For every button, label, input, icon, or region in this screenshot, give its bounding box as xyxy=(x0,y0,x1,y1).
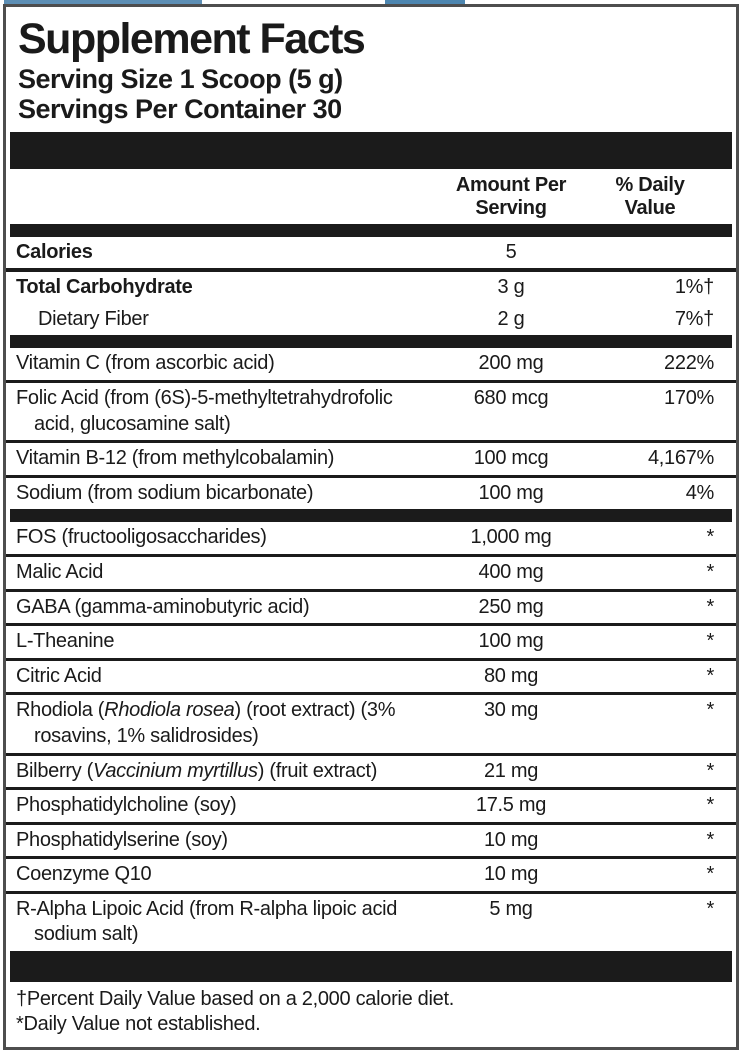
ingredient-row xyxy=(6,692,736,752)
ingredient-row xyxy=(6,589,736,624)
ingredient-daily-value: * xyxy=(706,863,714,886)
ingredient-name: Phosphatidylcholine (soy) xyxy=(16,794,237,817)
footnote-not-established: *Daily Value not established. xyxy=(16,1013,261,1036)
column-header-amount xyxy=(436,174,586,220)
ingredient-row xyxy=(6,891,736,951)
ingredient-name: GABA (gamma-aminobutyric acid) xyxy=(16,595,310,618)
ingredient-row xyxy=(6,787,736,822)
ingredient-row xyxy=(6,237,736,269)
ingredient-daily-value: * xyxy=(706,897,714,920)
ingredient-amount: 21 mg xyxy=(483,759,539,782)
ingredient-name: Coenzyme Q10 xyxy=(16,863,152,886)
servings-per-container: Servings Per Container 30 xyxy=(18,94,342,125)
ingredient-daily-value: * xyxy=(706,630,714,653)
column-header-daily-value xyxy=(586,174,714,220)
ingredient-amount: 2 g xyxy=(497,307,525,330)
ingredient-amount: 250 mg xyxy=(478,595,544,618)
ingredient-amount: 80 mg xyxy=(483,664,539,687)
ingredient-name: Citric Acid xyxy=(16,664,102,687)
footer-divider-bar xyxy=(10,951,732,982)
ingredient-daily-value: * xyxy=(706,828,714,851)
ingredient-row xyxy=(6,475,736,510)
ingredient-amount: 100 mg xyxy=(478,481,544,504)
ingredient-amount: 100 mcg xyxy=(473,447,549,470)
ingredient-row xyxy=(6,268,736,304)
ingredient-name: L-Theanine xyxy=(16,630,115,653)
section-divider-bar xyxy=(10,335,732,348)
ingredient-daily-value: 4% xyxy=(685,481,714,504)
column-header-amount-line1: Amount Per xyxy=(455,173,567,196)
footnote-daily-value: †Percent Daily Value based on a 2,000 calorie diet. xyxy=(16,988,454,1011)
ingredient-amount: 30 mg xyxy=(483,699,539,722)
column-header-dv-line1: % Daily xyxy=(615,173,685,196)
ingredient-name: Vitamin B-12 (from methylcobalamin) xyxy=(16,447,335,470)
ingredient-amount: 100 mg xyxy=(478,630,544,653)
ingredient-amount: 680 mcg xyxy=(473,386,549,409)
ingredient-daily-value: 7%† xyxy=(674,307,714,330)
ingredient-row xyxy=(6,623,736,658)
column-header-amount-line2: Serving xyxy=(475,196,547,219)
ingredient-name: Phosphatidylserine (soy) xyxy=(16,828,228,851)
ingredient-amount: 1,000 mg xyxy=(470,526,552,549)
ingredient-daily-value: 222% xyxy=(664,352,714,375)
ingredient-amount: 5 xyxy=(505,240,517,263)
section-divider-bar xyxy=(10,509,732,522)
ingredient-daily-value: * xyxy=(706,759,714,782)
ingredient-daily-value: * xyxy=(706,560,714,583)
ingredient-amount: 5 mg xyxy=(489,897,533,920)
footnotes xyxy=(6,982,736,1041)
ingredient-daily-value: * xyxy=(706,526,714,549)
ingredient-row xyxy=(6,856,736,891)
ingredient-row xyxy=(6,822,736,857)
ingredient-daily-value: 1%† xyxy=(674,276,714,299)
ingredient-daily-value: * xyxy=(706,794,714,817)
ingredient-daily-value: * xyxy=(706,595,714,618)
ingredient-name: Calories xyxy=(16,240,93,263)
label-title: Supplement Facts xyxy=(18,15,365,63)
ingredient-table xyxy=(6,237,736,951)
ingredient-amount: 17.5 mg xyxy=(475,794,547,817)
serving-size: Serving Size 1 Scoop (5 g) xyxy=(18,64,343,95)
ingredient-amount: 200 mg xyxy=(478,352,544,375)
ingredient-amount: 400 mg xyxy=(478,560,544,583)
table-header-row xyxy=(6,169,736,224)
ingredient-row xyxy=(6,658,736,693)
header-divider-bar xyxy=(10,132,732,169)
ingredient-row xyxy=(6,440,736,475)
ingredient-name: FOS (fructooligosaccharides) xyxy=(16,526,267,549)
ingredient-row xyxy=(6,304,736,336)
ingredient-name: Sodium (from sodium bicarbonate) xyxy=(16,481,314,504)
ingredient-name: Folic Acid (from (6S)-5-methyltetrahydrofolic acid, glucosamine salt) xyxy=(16,386,393,435)
ingredient-amount: 10 mg xyxy=(483,863,539,886)
column-header-ingredient xyxy=(16,174,436,220)
ingredient-amount: 10 mg xyxy=(483,828,539,851)
ingredient-row xyxy=(6,554,736,589)
ingredient-name: Vitamin C (from ascorbic acid) xyxy=(16,352,275,375)
section-divider-bar xyxy=(10,224,732,237)
ingredient-name: R-Alpha Lipoic Acid (from R-alpha lipoic acid sodium salt) xyxy=(16,897,398,946)
ingredient-name: Malic Acid xyxy=(16,560,104,583)
ingredient-row xyxy=(6,522,736,554)
ingredient-row xyxy=(6,380,736,440)
supplement-facts-label xyxy=(3,4,739,1050)
ingredient-daily-value: 170% xyxy=(664,386,714,409)
ingredient-row xyxy=(6,348,736,380)
ingredient-daily-value: 4,167% xyxy=(647,447,714,470)
ingredient-name: Bilberry (Vaccinium myrtillus) (fruit extract) xyxy=(16,759,378,782)
ingredient-daily-value: * xyxy=(706,664,714,687)
ingredient-name: Dietary Fiber xyxy=(38,307,149,330)
ingredient-amount: 3 g xyxy=(497,276,525,299)
ingredient-name: Rhodiola (Rhodiola rosea) (root extract) (3% rosavins, 1% salidrosides) xyxy=(16,699,396,747)
column-header-dv-line2: Value xyxy=(624,196,676,219)
ingredient-name: Total Carbohydrate xyxy=(16,276,193,299)
ingredient-row xyxy=(6,753,736,788)
ingredient-daily-value: * xyxy=(706,699,714,722)
